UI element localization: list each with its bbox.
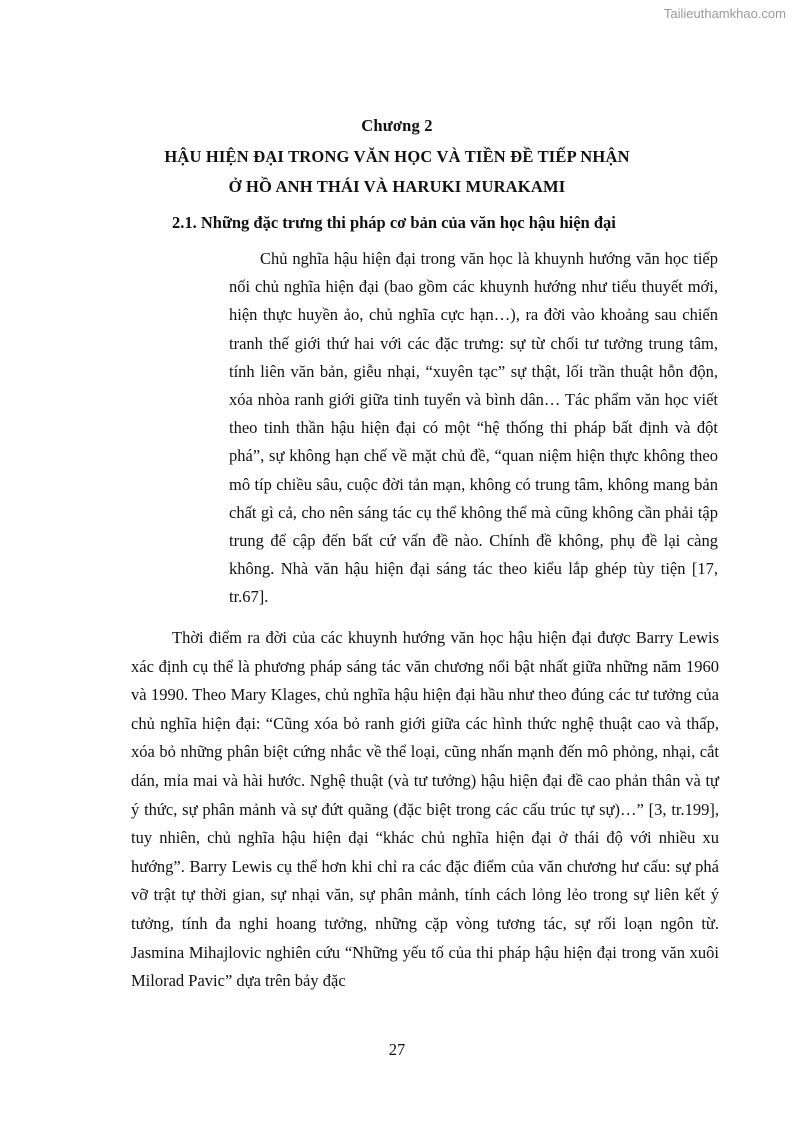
block-quote: Chủ nghĩa hậu hiện đại trong văn học là khuynh hướng văn học tiếp nối chủ nghĩa hiện đại (bao gồm các khuynh hướng như tiểu thuyết mới, hiện thực huyền ảo, chủ nghĩa cực hạn…), ra đời vào khoảng sau chiến tranh thế giới thứ hai với các đặc trưng: sự từ chối tư tưởng trung tâm, tính liên văn bản, giễu nhại, “xuyên tạc” sự thật, lối trần thuật hỗn độn, xóa nhòa ranh giới giữa tinh tuyển và bình dân… Tác phẩm văn học viết theo tinh thần hậu hiện đại có một “hệ thống thi pháp bất định và đột phá”, sự không hạn chế về mặt chủ đề, “quan niệm hiện thực không theo mô típ chiều sâu, cuộc đời tản mạn, không có trung tâm, không mang bản chất gì cả, cho nên sáng tác cụ thể không thể mà cũng không cần phải tập trung để cập đến bất cứ vấn đề nào. Chính đề không, phụ đề lại càng không. Nhà văn hậu hiện đại sáng tác theo kiểu lắp ghép tùy tiện [17, tr.67]. [229,249,718,607]
section-heading: 2.1. Những đặc trưng thi pháp cơ bản của văn học hậu hiện đại [172,213,616,232]
chapter-title-line-1: HẬU HIỆN ĐẠI TRONG VĂN HỌC VÀ TIỀN ĐỀ TIẾP NHẬN [164,147,630,166]
chapter-title-line-2: Ở HỒ ANH THÁI VÀ HARUKI MURAKAMI [228,177,566,196]
body-paragraph: Thời điểm ra đời của các khuynh hướng văn học hậu hiện đại được Barry Lewis xác định cụ thể là phương pháp sáng tác văn chương nổi bật nhất giữa những năm 1960 và 1990. Theo Mary Klages, chủ nghĩa hậu hiện đại hầu như theo đúng các tư tưởng của chủ nghĩa hiện đại: “Cũng xóa bỏ ranh giới giữa các hình thức nghệ thuật cao và thấp, xóa bỏ những phân biệt cứng nhắc về thể loại, cũng nhấn mạnh đến mô phỏng, nhại, cắt dán, mỉa mai và hài hước. Nghệ thuật (và tư tưởng) hậu hiện đại đề cao phản thân và tự ý thức, sự phân mảnh và sự đứt quãng (đặc biệt trong các cấu trúc tự sự)…” [3, tr.199], tuy nhiên, chủ nghĩa hậu hiện đại “khác chủ nghĩa hiện đại ở thái độ với nhiều xu hướng”. Barry Lewis cụ thể hơn khi chỉ ra các đặc điểm của văn chương hư cấu: sự phá vỡ trật tự thời gian, sự nhại văn, sự phân mảnh, tính cách lỏng lẻo trong sự liên kết ý tưởng, tính đa nghi hoang tưởng, những cặp vòng tương tác, sự rối loạn ngôn từ. Jasmina Mihajlovic nghiên cứu “Những yếu tố của thi pháp hậu hiện đại trong văn xuôi Milorad Pavic” dựa trên bảy đặc [131,628,719,991]
watermark: Tailieuthamkhao.com [663,6,786,21]
page-number: 27 [388,1040,406,1059]
chapter-number: Chương 2 [361,116,433,135]
